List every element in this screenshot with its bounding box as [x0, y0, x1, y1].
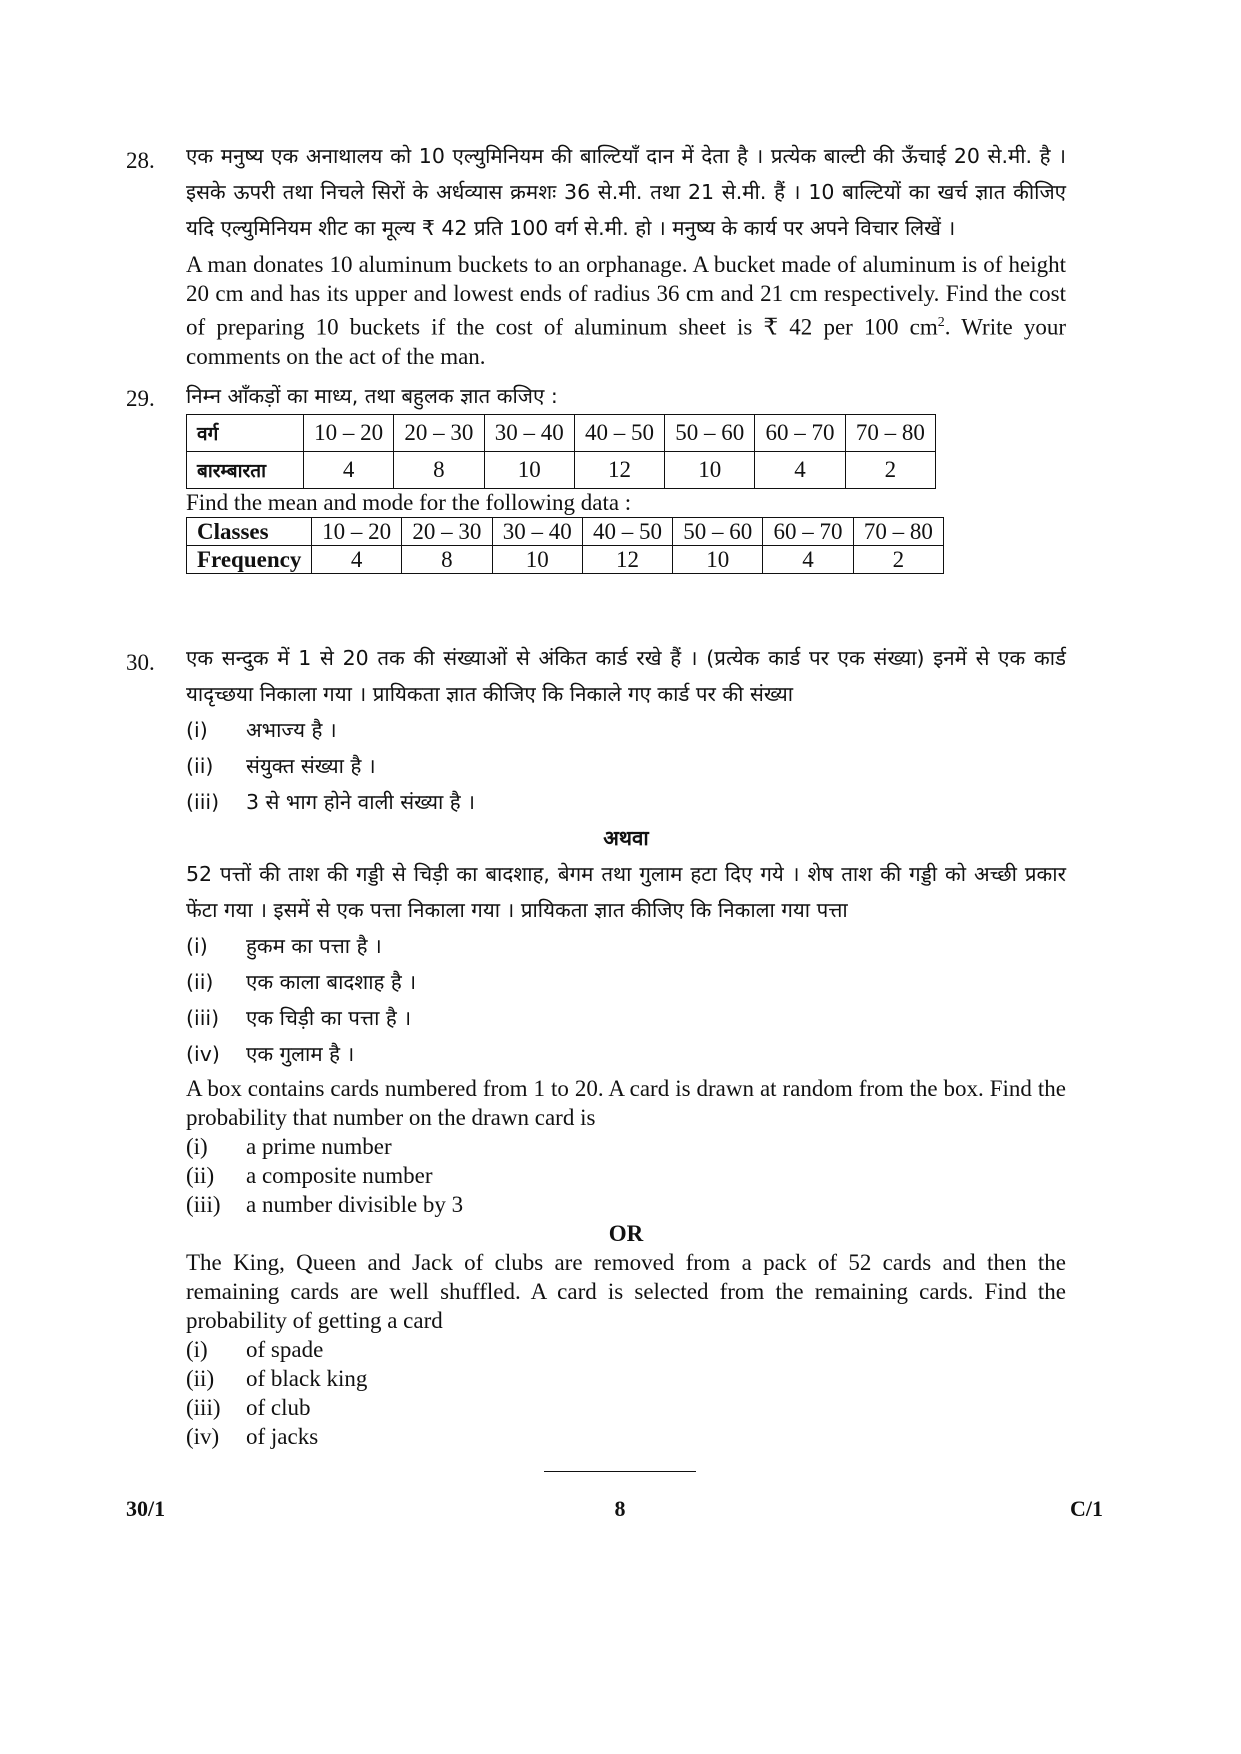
question-english-text: A box contains cards numbered from 1 to 20. A card is drawn at random from the box. Find the probability that number on the drawn card is — [186, 1076, 1066, 1130]
table-cell: 2 — [853, 546, 943, 574]
table-cell: 4 — [755, 452, 845, 489]
table-cell: 70 – 80 — [853, 518, 943, 546]
table-cell: 4 — [304, 452, 394, 489]
list-item: (ii) of black king — [186, 1366, 368, 1391]
list-item: (i) of spade — [186, 1337, 324, 1362]
table-cell: 60 – 70 — [763, 518, 853, 546]
list-item: (i) हुकम का पत्ता है । — [186, 934, 382, 958]
list-item: (iv) एक गुलाम है । — [186, 1042, 355, 1066]
table-cell: 10 — [492, 546, 582, 574]
question-number: 29. — [126, 386, 155, 411]
table-cell: 12 — [582, 546, 672, 574]
question-english-alt-text: The King, Queen and Jack of clubs are removed from a pack of 52 cards and then the remaining cards are well shuffled. A card is selected from the remaining cards. Find the probability of getting a card — [186, 1250, 1066, 1333]
question-hindi-text: एक मनुष्य एक अनाथालय को 10 एल्युमिनियम की बाल्टियाँ दान में देता है । प्रत्येक बाल्टी की ऊँचाई 20 से.मी. है । इसके ऊपरी तथा निचले सिरों के अर्धव्यास क्रमशः 36 से.मी. तथा 21 से.मी. हैं । 10 बाल्टियों का खर्च ज्ञात कीजिए यदि एल्युमिनियम शीट का मूल्य ₹ 42 प्रति 100 वर्ग से.मी. हो । मनुष्य के कार्य पर अपने विचार लिखें । — [186, 144, 1066, 240]
english-data-table — [186, 517, 944, 574]
table-cell: 10 – 20 — [304, 415, 394, 452]
table-row-header: Classes — [187, 518, 312, 546]
table-row — [187, 415, 936, 452]
table-cell: 20 – 30 — [394, 415, 484, 452]
table-cell: 4 — [312, 546, 402, 574]
question-english-text: A man donates 10 aluminum buckets to an orphanage. A bucket made of aluminum is of height 20 cm and has its upper and lowest ends of radius 36 cm and 21 cm respectively. Find the cost of preparing 10 buckets if the cost of aluminum sheet is ₹ 42 per 100 $cm^2$. Write your comments on the act of the man. — [186, 252, 1066, 369]
table-cell: 50 – 60 — [665, 415, 755, 452]
table-cell: 10 — [673, 546, 763, 574]
question-number: 30. — [126, 650, 155, 675]
table-cell: 30 – 40 — [492, 518, 582, 546]
table-cell: 70 – 80 — [845, 415, 935, 452]
page-number: 8 — [614, 1496, 626, 1521]
table-cell: 10 – 20 — [312, 518, 402, 546]
table-cell: 20 – 30 — [402, 518, 492, 546]
table-cell: 60 – 70 — [755, 415, 845, 452]
table-cell: 12 — [574, 452, 664, 489]
table-cell: 2 — [845, 452, 935, 489]
hindi-data-table — [186, 414, 936, 489]
list-item: (iii) 3 से भाग होने वाली संख्या है । — [186, 790, 475, 814]
list-item: (ii) a composite number — [186, 1163, 433, 1188]
question-english-text: Find the mean and mode for the following data : — [186, 490, 632, 515]
list-item: (i) a prime number — [186, 1134, 392, 1159]
table-cell: 40 – 50 — [582, 518, 672, 546]
table-row-header: बारम्बारता — [187, 452, 304, 489]
question-number: 28. — [126, 148, 155, 173]
table-row — [187, 546, 944, 574]
table-cell: 8 — [402, 546, 492, 574]
table-cell: 40 – 50 — [574, 415, 664, 452]
table-cell: 8 — [394, 452, 484, 489]
table-cell: 50 – 60 — [673, 518, 763, 546]
table-cell: 30 – 40 — [484, 415, 574, 452]
table-cell: 10 — [665, 452, 755, 489]
list-item: (iv) of jacks — [186, 1424, 319, 1449]
question-hindi-text: निम्न आँकड़ों का माध्य, तथा बहुलक ज्ञात कजिए : — [186, 384, 558, 408]
table-row-header: वर्ग — [187, 415, 304, 452]
list-item: (iii) एक चिड़ी का पत्ता है । — [186, 1006, 412, 1030]
or-heading-english: OR — [608, 1221, 644, 1246]
question-hindi-alt-text: 52 पत्तों की ताश की गड्डी से चिड़ी का बादशाह, बेगम तथा गुलाम हटा दिए गये । शेष ताश की गड्डी को अच्छी प्रकार फेंटा गया । इसमें से एक पत्ता निकाला गया । प्रायिकता ज्ञात कीजिए कि निकाला गया पत्ता — [186, 862, 1066, 922]
end-rule — [544, 1471, 696, 1472]
list-item: (ii) एक काला बादशाह है । — [186, 970, 417, 994]
list-item: (iii) of club — [186, 1395, 311, 1420]
list-item: (iii) a number divisible by 3 — [186, 1192, 464, 1217]
table-cell: 10 — [484, 452, 574, 489]
table-row — [187, 452, 936, 489]
table-cell: 4 — [763, 546, 853, 574]
table-row — [187, 518, 944, 546]
question-hindi-text: एक सन्दुक में 1 से 20 तक की संख्याओं से अंकित कार्ड रखे हैं । (प्रत्येक कार्ड पर एक संख्या) इनमें से एक कार्ड यादृच्छया निकाला गया । प्रायिकता ज्ञात कीजिए कि निकाले गए कार्ड पर की संख्या — [186, 646, 1066, 706]
or-heading-hindi: अथवा — [603, 826, 649, 850]
table-row-header: Frequency — [187, 546, 312, 574]
list-item: (ii) संयुक्त संख्या है । — [186, 754, 376, 778]
set-code: C/1 — [1070, 1496, 1103, 1521]
list-item: (i) अभाज्य है । — [186, 718, 337, 742]
paper-code: 30/1 — [126, 1496, 166, 1521]
